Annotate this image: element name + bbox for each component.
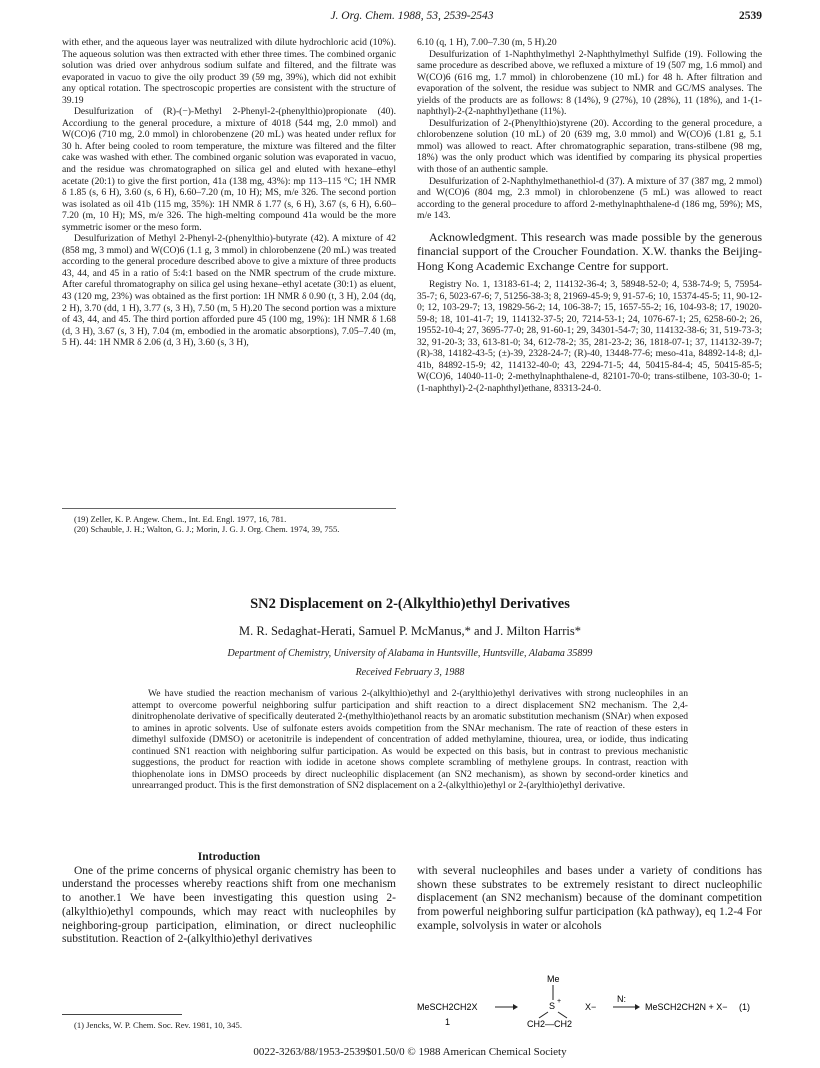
reaction-scheme	[417, 972, 762, 1028]
acknowledgment: Acknowledgment. This research was made possible by the generous financial support of the Croucher Foundation. X.W. thanks the Beijing-Hong Kong Academic Exchange Centre for support.	[417, 229, 762, 273]
equation-number: (1)	[739, 1002, 750, 1012]
bond-left	[539, 1012, 548, 1018]
compound-number: 1	[445, 1017, 451, 1027]
paragraph: Desulfurization of 1-Naphthylmethyl 2-Naphthylmethyl Sulfide (19). Following the same procedure as described above, we refluxed a mixture of 19 (507 mg, 1.6 mmol) and W(CO)6 (616 mg, 1.7 mmol) in chlorobenzene (10 mL) for 48 h. After filtration and evaporation of the solvent, the residue was subject to NMR and GC/MS analyses. The yields of the products are as follows: 8 (14%), 9 (27%), 10 (28%), 11 (18%), and 1-(1-naphthyl)-2-(2-naphthyl)ethane (11%).	[417, 48, 762, 118]
plus-charge: +	[557, 998, 562, 1005]
journal-citation: J. Org. Chem. 1988, 53, 2539-2543	[330, 10, 494, 22]
running-header	[62, 10, 762, 30]
sulfonium-methyl: Me	[547, 974, 560, 984]
arrowhead-1	[513, 1004, 518, 1010]
footnote-rule	[62, 508, 396, 509]
nucleophile: N:	[617, 994, 626, 1004]
intro-left-column	[62, 851, 396, 947]
paragraph: with several nucleophiles and bases under a variety of conditions has shown these substrates to be extremely resistant to direct nucleophilic displacement (an SN2 mechanism) because of the dominant competition from powerful neighboring sulfur participation (kΔ pathway), eq 1.2-4 For example, solvolysis in water or alcohols	[417, 865, 762, 932]
abstract: We have studied the reaction mechanism of various 2-(alkylthio)ethyl and 2-(arylthio)ethyl derivatives with strong nucleophiles in an attempt to overcome powerful neighboring sulfur participation and shift reaction to a direct displacement SN2 mechanism. The 2,4-dinitrophenolate derivative of specifically deuterated 2-(methylthio)ethanol reacts by an aromatic substitution mechanism (SNAr) when exposed to amines in aprotic solvents. Use of sulfonate esters avoids competition from the SNAr mechanism. The rate of reaction of these esters in dimethyl sulfoxide (DMSO) or acetonitrile is independent of concentration of added methylamine, thiourea, urea, or iodide, thus indicating continued SN1 reaction with neighboring sulfur participation. As would be expected on this basis, but in contrast to previous mechanistic suggestions, the product for reaction with iodide in acetone shows complete scrambling of methylene groups. In contrast, reaction with thiophenolate ions in DMSO proceeds by direct nucleophilic displacement (an SN2 mechanism), as shown by second-order kinetics and unrearranged product. This is the first demonstration of SN2 displacement on a 2-(alkylthio)ethyl or 2-(arylthio)ethyl derivative.	[132, 688, 688, 791]
registry-numbers: Registry No. 1, 13183-61-4; 2, 114132-36-4; 3, 58948-52-0; 4, 538-74-9; 5, 75954-35-7; 6, 5023-67-6; 7, 51256-38-3; 8, 21969-45-9; 9, 91-57-6; 10, 15374-45-5; 11, 90-12-0; 12, 103-29-7; 13, 19829-56-2; 14, 106-38-7; 15, 1657-55-2; 16, 104-93-8; 17, 19020-59-8; 18, 101-41-7; 19, 114132-37-5; 20, 7214-53-1; 24, 1076-67-1; 25, 6258-60-2; 26, 19552-10-4; 27, 3695-77-0; 28, 91-60-1; 29, 34301-54-7; 30, 114132-38-6; 31, 519-73-3; 32, 91-20-3; 33, 613-81-0; 34, 612-78-2; 35, 281-23-2; 36, 1818-07-1; 37, 114132-39-7; (R)-38, 14182-43-5; (±)-39, 2328-24-7; (R)-40, 13448-77-6; meso-41a, 84892-14-8; d,l-41b, 84892-15-9; 42, 114132-40-0; 43, 2294-71-5; 44, 50415-84-4; 45, 50415-85-5; W(CO)6, 14040-11-0; 2-methylnaphthalene-d, 82101-70-0; trans-stilbene, 103-30-0; 1-(1-naphthyl)-2-(2-naphthyl)ethane, 83313-24-0.	[417, 278, 762, 394]
footnote: (19) Zeller, K. P. Angew. Chem., Int. Ed. Engl. 1977, 16, 781.	[74, 514, 287, 524]
ring-bottom: CH2—CH2	[527, 1019, 573, 1028]
footnote: (20) Schauble, J. H.; Walton, G. J.; Morin, J. G. J. Org. Chem. 1974, 39, 755.	[74, 524, 340, 535]
authors: M. R. Sedaghat-Herati, Samuel P. McManus,* and J. Milton Harris*	[239, 624, 581, 638]
article-title: SN2 Displacement on 2-(Alkylthio)ethyl Derivatives	[250, 596, 570, 612]
arrowhead-2	[635, 1004, 640, 1010]
paragraph: Desulfurization of (R)-(−)-Methyl 2-Phenyl-2-(phenylthio)propionate (40). Accordiung to the general procedure, a mixture of 4018 (544 mg, 2.0 mmol) and W(CO)6 (710 mg, 2.0 mmol) in chlorobenzene (20 mL) was heated under reflux for 30 h. After being cooled to room temperature, the mixture was filtered and the filter cake was washed with ether. The combined organic solution was evaporated in vacuo, and the residue was chromatographed on silica gel and eluted with hexane–ethyl acetate (20:1) to give the first portion, 41a (138 mg, 43%): mp 113–115 °C; 1H NMR δ 1.85 (s, 6 H), 3.60 (s, 6 H), 6.60–7.20 (m, 10 H); MS, m/e 326. The second portion was isolated as oil 41b (115 mg, 35%): 1H NMR δ 1.77 (s, 6 H), 3.67 (s, 6 H), 6.60–7.20 (m, 10 H); MS, m/e 326. The high-melting compound 41a would be the more symmetric isomer or the meso form.	[62, 106, 396, 233]
footnote-rule	[62, 1014, 182, 1015]
page-footer: 0022-3263/88/1953-2539$01.50/0 © 1988 American Chemical Society	[253, 1046, 567, 1058]
sulfonium-atom: S	[549, 1001, 556, 1011]
paragraph: with ether, and the aqueous layer was neutralized with dilute hydrochloric acid (10%). The aqueous solution was then extracted with ether three times. The combined organic solution was dried over anhydrous sodium sulfate and filtered, and the filtrate was evaporated in vacuo to give the oily product 39 (59 mg, 39%), which did not exhibit any optical rotation. The spectroscopic properties are consistent with the structure of 39.19	[62, 37, 396, 106]
page-number: 2539	[739, 10, 762, 22]
section-heading: Introduction	[197, 851, 261, 863]
prev-article-right-column	[417, 37, 762, 394]
counter-ion: X−	[585, 1002, 597, 1012]
reactant-label: MeSCH2CH2X	[417, 1002, 478, 1012]
product-label: MeSCH2CH2N + X−	[645, 1002, 728, 1012]
paragraph: Desulfurization of Methyl 2-Phenyl-2-(phenylthio)-butyrate (42). A mixture of 42 (858 mg, 3 mmol) and W(CO)6 (1.1 g, 3 mmol) in chlorobenzene (20 mL) was treated according to the general procedure described above to give a mixture of three products 43, 44, and 45 in a ratio of 5:4:1 based on the NMR spectrum of the crude mixture. After careful thromatography on silica gel using hexane–ethyl acetate (30:1) as eluent, 43 (120 mg, 23%) was obtained as the first portion: 1H NMR δ 0.90 (t, 3 H), 2.04 (dq, 2 H), 3.70 (dd, 1 H), 3.77 (s, 3 H), 7.50 (m, 5 H).20 The second portion was a mixture of 43, 44, and 45. The third portion afforded pure 45 (100 mg, 19%): 1H NMR δ 1.68 (d, 3 H), 3.67 (s, 3 H), 7.04 (m, embodied in the aromatic absorptions), 7.05–7.40 (m, 5 H). 44: 1H NMR δ 2.06 (d, 3 H), 3.60 (s, 3 H),	[62, 233, 396, 349]
prev-article-left-column	[62, 37, 396, 349]
paragraph: Desulfurization of 2-(Phenylthio)styrene (20). According to the general procedure, a chlorobenzene solution (10 mL) of 20 (639 mg, 3.0 mmol) and W(CO)6 (1.81 g, 5.1 mmol) was allowed to react. After chromatographic separation, trans-stilbene (98 mg, 18%) was the only product which was identified by comparing its physical properties with those of an authentic sample.	[417, 117, 762, 176]
affiliation: Department of Chemistry, University of Alabama in Huntsville, Huntsville, Alabama 35899	[227, 648, 593, 659]
paragraph: 6.10 (q, 1 H), 7.00–7.30 (m, 5 H).20	[417, 37, 557, 48]
paragraph: One of the prime concerns of physical organic chemistry has been to understand the processes whereby reactions shift from one mechanism to another.1 We have been investigating this question using 2-(alkylthio)ethyl compounds, which may react with nucleophiles by neighboring-group participation, elimination, or direct nucleophilic substitution. Reaction of 2-(alkylthio)ethyl derivatives	[62, 864, 396, 946]
footnote: (1) Jencks, W. P. Chem. Soc. Rev. 1981, 10, 345.	[74, 1020, 242, 1030]
intro-right-column	[417, 865, 762, 934]
bond-right	[558, 1012, 567, 1018]
received-date: Received February 3, 1988	[355, 667, 465, 678]
paragraph: Desulfurization of 2-Naphthylmethanethiol-d (37). A mixture of 37 (387 mg, 2 mmol) and W(CO)6 (804 mg, 2.3 mmol) in chlorobenzene (5 mL) was allowed to react according to the general procedure to afford 2-methylnaphthalene-d (186 mg, 59%); MS, m/e 143.	[417, 175, 762, 222]
prev-article-footnotes	[62, 514, 396, 535]
